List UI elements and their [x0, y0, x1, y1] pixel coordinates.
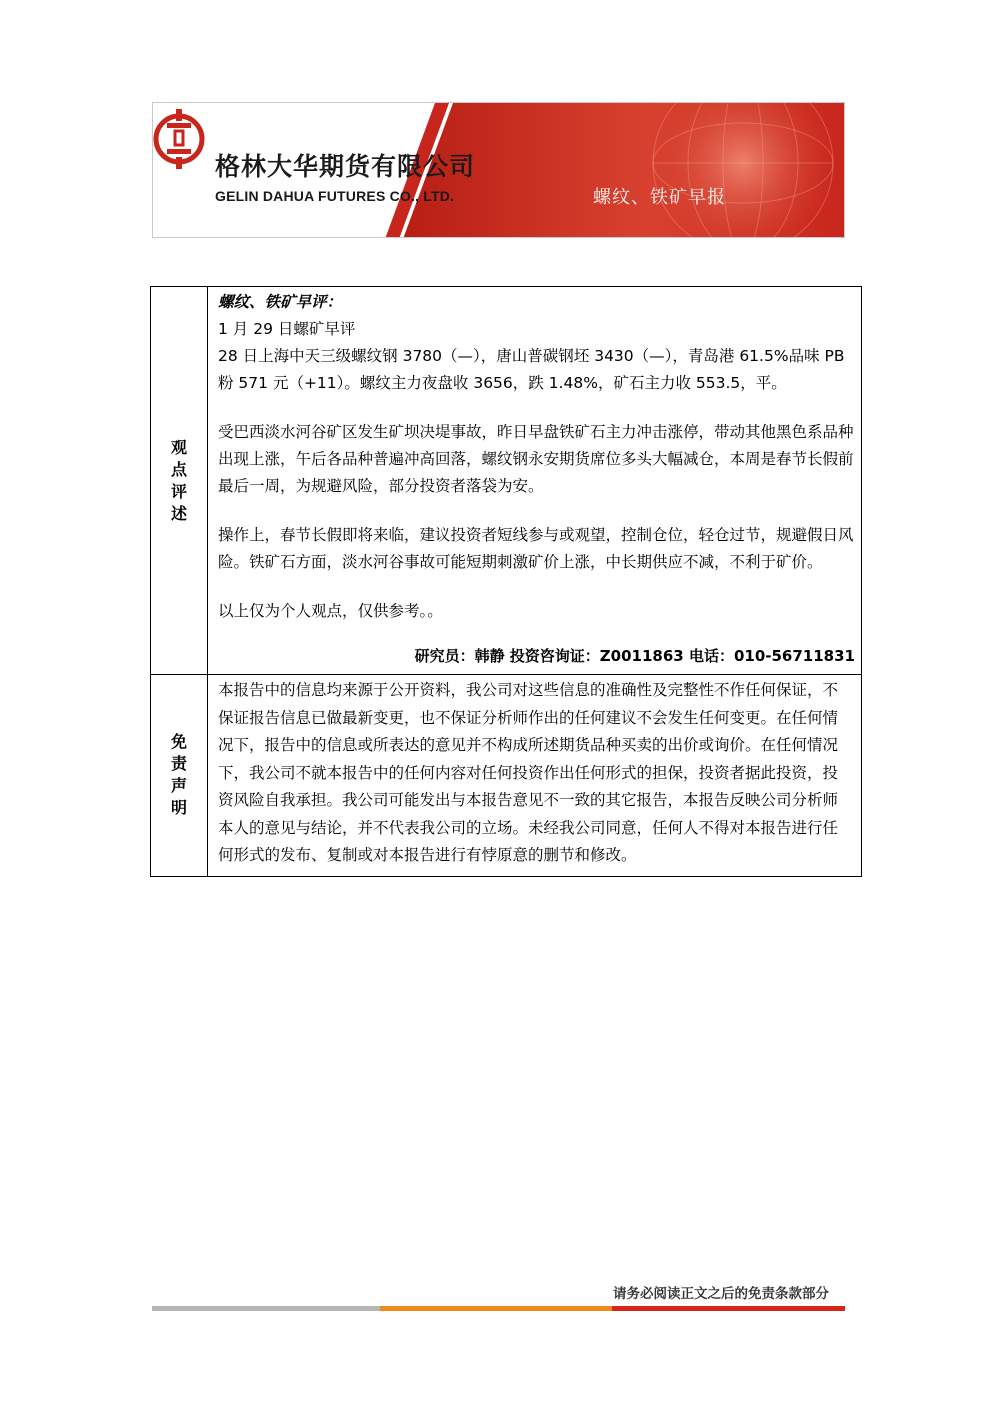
analysis-paragraph-3: 以上仅为个人观点，仅供参考。。: [218, 602, 443, 620]
disclaimer-label: 免责声明: [170, 732, 187, 818]
company-name-en: GELIN DAHUA FUTURES CO., LTD.: [215, 188, 455, 204]
market-line: 28 日上海中天三级螺纹钢 3780（—），唐山普碳钢坯 3430（—），青岛港 61.5%品味 PB 粉 571 元（+11）。螺纹主力夜盘收 3656，跌 1.48%，矿石主力收 553.5，平。: [218, 347, 845, 392]
analysis-paragraph-1: 受巴西淡水河谷矿区发生矿坝决堤事故，昨日早盘铁矿石主力冲击涨停，带动其他黑色系品种出现上涨，午后各品种普遍冲高回落，螺纹钢永安期货席位多头大幅减仓，本周是春节长假前最后一周，为规避风险，部分投资者落袋为安。: [218, 423, 854, 495]
viewpoint-label: 观点评述: [170, 437, 187, 523]
disclaimer-text: 本报告中的信息均来源于公开资料，我公司对这些信息的准确性及完整性不作任何保证，不保证报告信息已做最新变更，也不保证分析师作出的任何建议不会发生任何变更。在任何情况下，报告中的信息或所表达的意见并不构成所述期货品种买卖的出价或询价。在任何情况下，我公司不就本报告中的任何内容对任何投资作出任何形式的担保，投资者据此投资，投资风险自我承担。我公司可能发出与本报告意见不一致的其它报告，本报告反映公司分析师本人的意见与结论，并不代表我公司的立场。未经我公司同意，任何人不得对本报告进行任何形式的发布、复制或对本报告进行有悖原意的删节和修改。: [208, 675, 862, 877]
viewpoint-row: [151, 287, 862, 675]
header-banner: [152, 102, 845, 238]
footer-note: 请务必阅读正文之后的免责条款部分: [613, 1286, 829, 1302]
viewpoint-content: [208, 287, 862, 675]
analysis-paragraph-2: 操作上，春节长假即将来临，建议投资者短线参与或观望，控制仓位，轻仓过节，规避假日风险。铁矿石方面，淡水河谷事故可能短期刺激矿价上涨，中长期供应不减，不利于矿价。: [218, 526, 854, 571]
viewpoint-heading: 螺纹、铁矿早评：: [218, 293, 343, 311]
company-logo-icon: [153, 103, 209, 175]
viewpoint-label-cell: [151, 287, 208, 675]
researcher-signature: 研究员：韩静 投资咨询证：Z0011863 电话：010-56711831: [414, 647, 855, 665]
company-name-cn: 格林大华期货有限公司: [215, 152, 476, 181]
date-line: 1 月 29 日螺矿早评: [218, 320, 356, 338]
disclaimer-label-cell: [151, 675, 208, 877]
disclaimer-row: [151, 675, 862, 877]
report-title: 螺纹、铁矿早报: [593, 187, 726, 208]
report-table: [150, 286, 862, 877]
footer-color-bar: [152, 1306, 845, 1311]
